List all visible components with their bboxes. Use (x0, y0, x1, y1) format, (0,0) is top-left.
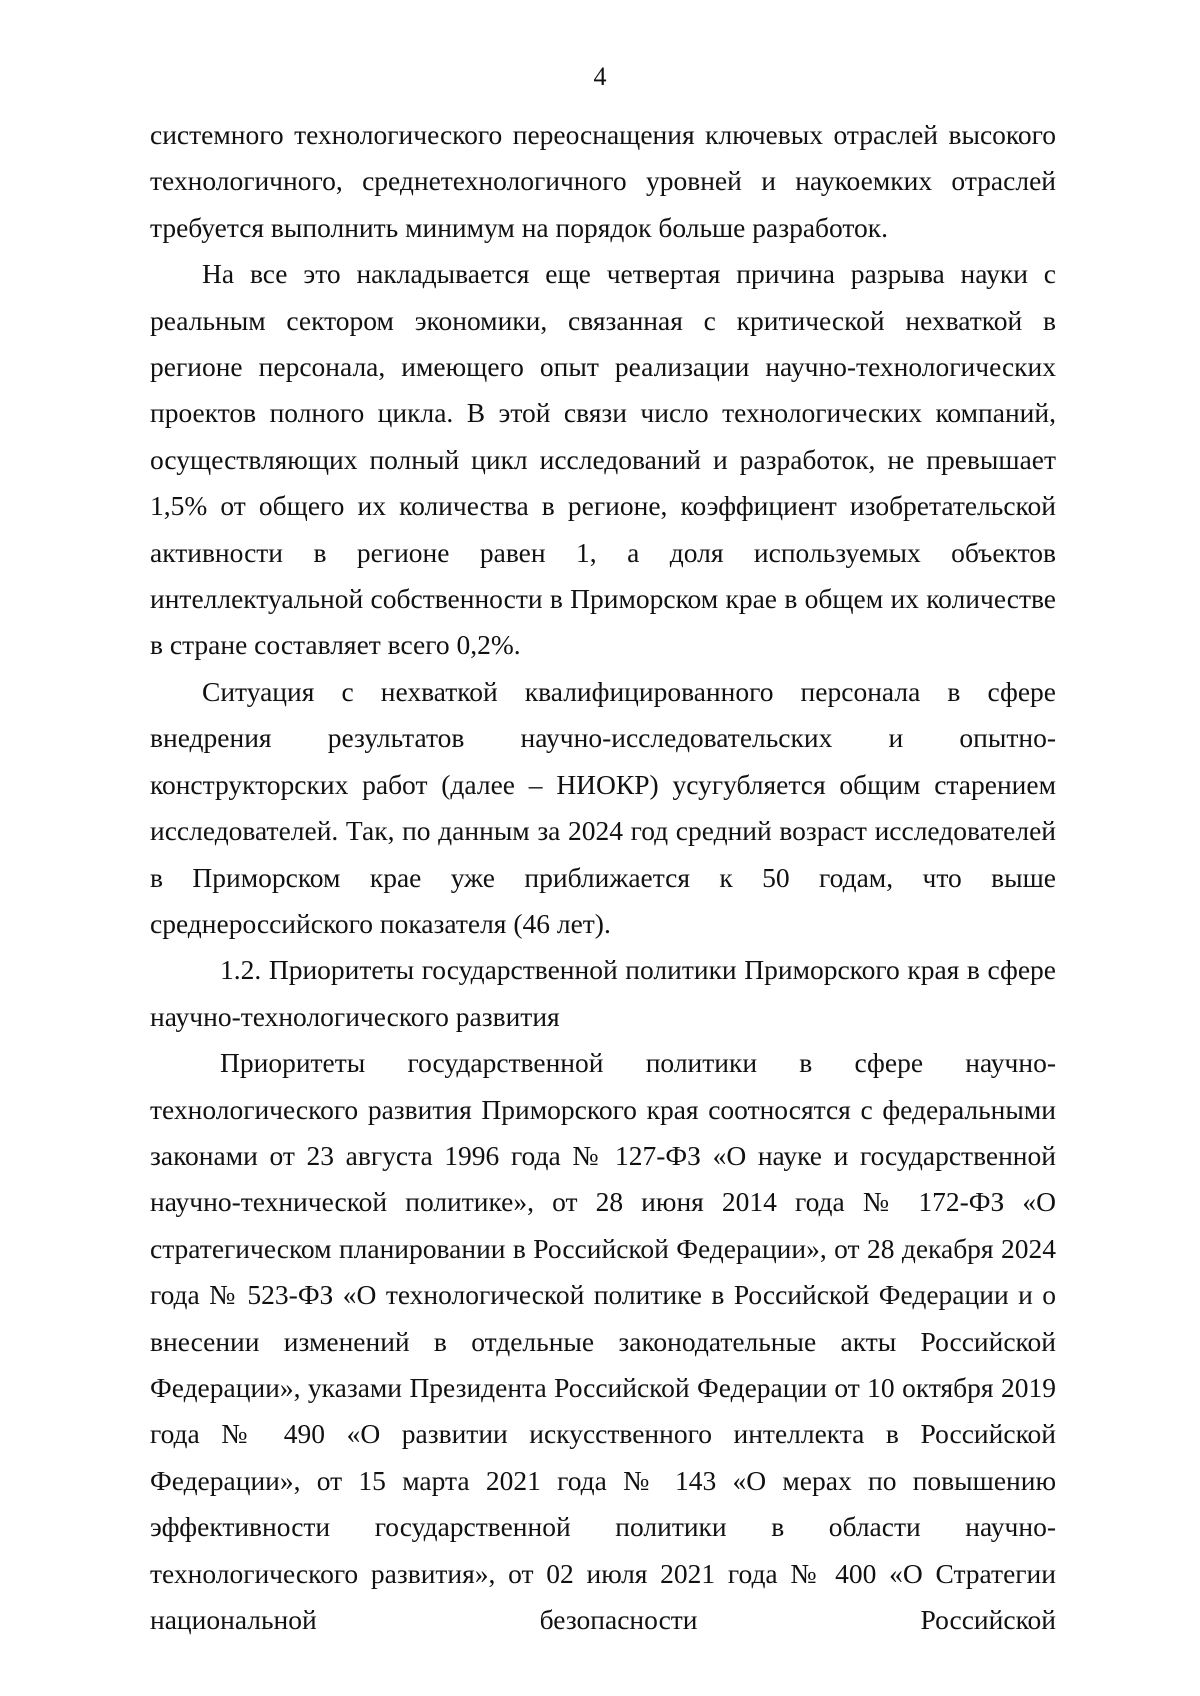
paragraph-priorities: Приоритеты государственной политики в сфере научно-технологического развития Приморского края соотносятся с федеральными законами от 23 августа 1996 года № 127-ФЗ «О науке и государственной научно-технической политике», от 28 июня 2014 года № 172-ФЗ «О стратегическом планировании в Российской Федерации», от 28 декабря 2024 года № 523-ФЗ «О технологической политике в Российской Федерации и о внесении изменений в отдельные законодательные акты Российской Федерации», указами Президента Российской Федерации от 10 октября 2019 года № 490 «О развитии искусственного интеллекта в Российской Федерации», от 15 марта 2021 года № 143 «О мерах по повышению эффективности государственной политики в области научно-технологического развития», от 02 июля 2021 года № 400 «О Стратегии национальной безопасности Российской (150, 1047, 1056, 1635)
document-body (150, 112, 1056, 1643)
paragraph-fourth-reason: На все это накладывается еще четвертая причина разрыва науки с реальным сектором экономики, связанная с критической нехваткой в регионе персонала, имеющего опыт реализации научно-технологических проектов полного цикла. В этой связи число технологических компаний, осуществляющих полный цикл исследований и разработок, не превышает 1,5% от общего их количества в регионе, коэффициент изобретательской активности в регионе равен 1, а доля используемых объектов интеллектуальной собственности в Приморском крае в общем их количестве в стране составляет всего 0,2%. (150, 258, 1056, 661)
paragraph-personnel-shortage: Ситуация с нехваткой квалифицированного персонала в сфере внедрения результатов научно-исследовательских и опытно-конструкторских работ (далее – НИОКР) усугубляется общим старением исследователей. Так, по данным за 2024 год средний возраст исследователей в Приморском крае уже приближается к 50 годам, что выше среднероссийского показателя (46 лет). (150, 675, 1056, 939)
page-number: 4 (593, 62, 607, 91)
paragraph-continuation: системного технологического переоснащения ключевых отраслей высокого технологичного, среднетехнологичного уровней и наукоемких отраслей требуется выполнить минимум на порядок больше разработок. (150, 119, 1056, 243)
section-heading: 1.2. Приоритеты государственной политики Приморского края в сфере научно-технологического развития (150, 954, 1056, 1032)
